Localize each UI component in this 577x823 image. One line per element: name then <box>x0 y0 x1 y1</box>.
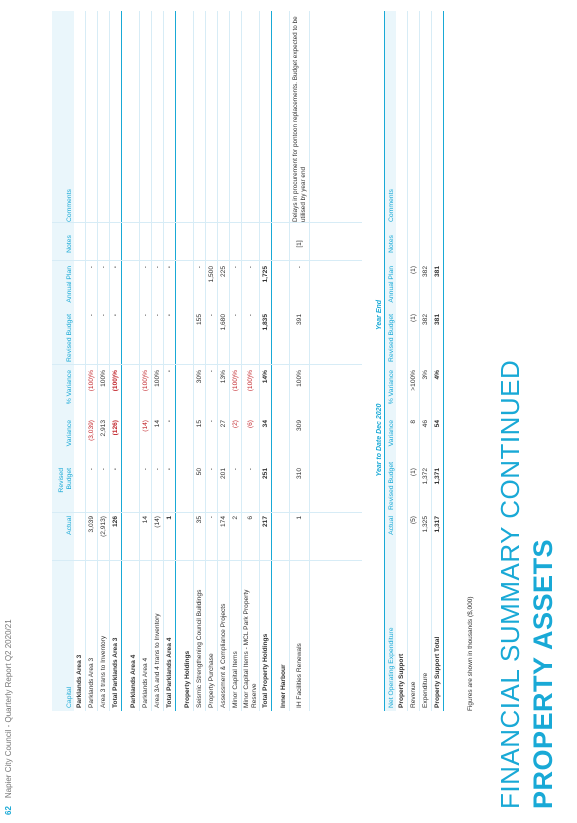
page-title: PROPERTY ASSETS <box>528 538 558 809</box>
cell-ye-revised-budget: 381 <box>432 311 444 367</box>
cell-annual-plan: - <box>230 263 242 311</box>
capital-table <box>52 11 310 711</box>
table-row <box>420 11 432 711</box>
cell-annual-plan: - <box>140 263 152 311</box>
column-divider <box>52 512 362 513</box>
total-row <box>260 11 272 711</box>
cell-variance: - <box>206 417 218 465</box>
section-row <box>128 11 140 711</box>
table-row <box>290 11 310 711</box>
cell-revised-budget: - <box>152 465 164 513</box>
cell-revised-budget: 201 <box>218 465 230 513</box>
table-row <box>230 11 242 711</box>
row-label: Total Parklands Area 4 <box>164 561 176 711</box>
col-annual-plan: Annual Plan <box>66 266 73 303</box>
cell-annual-plan: 1,500 <box>206 263 218 311</box>
col-label: Capital <box>66 686 73 708</box>
cell-variance: (3,039) <box>86 417 98 465</box>
section-row <box>74 11 86 711</box>
row-label: Parklands Area 4 <box>140 561 152 711</box>
cell-ye-revised-budget: - <box>152 311 164 367</box>
cell-annual-plan: - <box>194 263 206 311</box>
cell-pct-variance: 13% <box>218 367 230 417</box>
table-row <box>194 11 206 711</box>
cell-revised-budget: 50 <box>194 465 206 513</box>
row-label: Seismic Strengthening Council Buildings <box>194 561 206 711</box>
row-label: Expenditure <box>420 561 432 711</box>
cell-actual: 35 <box>194 513 206 561</box>
cell-pct-variance: 4% <box>432 367 444 417</box>
table-row <box>408 11 420 711</box>
col-actual: Actual <box>388 516 395 535</box>
section-label: Parklands Area 4 <box>128 561 140 711</box>
cell-pct-variance: >100% <box>408 367 420 417</box>
col-pct-variance: % Variance <box>66 370 73 405</box>
cell-variance: (14) <box>140 417 152 465</box>
cell-ye-revised-budget: - <box>98 311 110 367</box>
table-row <box>140 11 152 711</box>
cell-pct-variance: 14% <box>260 367 272 417</box>
section-label: Parklands Area 3 <box>74 561 86 711</box>
cell-variance: - <box>164 417 176 465</box>
cell-actual: 1,317 <box>432 513 444 561</box>
column-divider <box>52 260 362 261</box>
section-label: Property Support <box>396 561 408 711</box>
cell-annual-plan: 225 <box>218 263 230 311</box>
cell-variance: (2) <box>230 417 242 465</box>
cell-variance: 309 <box>290 417 310 465</box>
total-row <box>164 11 176 711</box>
cell-variance: 46 <box>420 417 432 465</box>
cell-annual-plan: - <box>242 263 260 311</box>
cell-annual-plan: - <box>152 263 164 311</box>
footer <box>4 619 13 815</box>
cell-actual: 174 <box>218 513 230 561</box>
row-label: Total Parklands Area 3 <box>110 561 122 711</box>
row-label: Minor Capital Items <box>230 561 242 711</box>
cell-ye-revised-budget: - <box>110 311 122 367</box>
row-label: IH Facilities Renewals <box>290 561 310 711</box>
cell-actual: (14) <box>152 513 164 561</box>
cell-annual-plan: (1) <box>408 263 420 311</box>
cell-comments: Delays in procurement for pontoon replacements. Budget expected to be utilised by year end <box>290 11 310 225</box>
cell-actual: 1 <box>290 513 310 561</box>
total-row <box>110 11 122 711</box>
cell-actual: (2,913) <box>98 513 110 561</box>
cell-variance: 14 <box>152 417 164 465</box>
table-row <box>98 11 110 711</box>
col-revised-budget: Revised Budget <box>58 468 73 493</box>
cell-ye-revised-budget: - <box>206 311 218 367</box>
cell-ye-revised-budget: - <box>86 311 98 367</box>
footer-text: Napier City Council - Quarterly Report Q2 2020/21 <box>4 619 13 799</box>
cell-actual: 3,039 <box>86 513 98 561</box>
operating-table <box>375 11 444 711</box>
group-year-end: Year End <box>375 263 385 367</box>
cell-pct-variance: 100% <box>152 367 164 417</box>
cell-actual: 217 <box>260 513 272 561</box>
row-label: Minor Capital Items - MCL Park Property Reserve <box>242 561 260 711</box>
cell-annual-plan: 1,725 <box>260 263 272 311</box>
cell-ye-revised-budget: 1,835 <box>260 311 272 367</box>
cell-annual-plan: - <box>86 263 98 311</box>
cell-actual: 14 <box>140 513 152 561</box>
cell-pct-variance: 100% <box>290 367 310 417</box>
cell-variance: (126) <box>110 417 122 465</box>
col-pct-variance: % Variance <box>388 369 395 405</box>
cell-actual: 2 <box>230 513 242 561</box>
cell-ye-revised-budget: 1,680 <box>218 311 230 367</box>
row-label: Total Property Holdings <box>260 561 272 711</box>
cell-actual: (5) <box>408 513 420 561</box>
column-divider <box>52 364 362 365</box>
row-label: Area 3A and 4 trans to Inventory <box>152 561 164 711</box>
row-label: Area 3 trans to Inventory <box>98 561 110 711</box>
table-row <box>152 11 164 711</box>
cell-actual: 1,325 <box>420 513 432 561</box>
cell-revised-budget: - <box>140 465 152 513</box>
table-row <box>206 11 218 711</box>
col-ye-revised-budget: Revised Budget <box>66 314 73 362</box>
cell-annual-plan: 382 <box>420 263 432 311</box>
cell-ye-revised-budget: - <box>242 311 260 367</box>
row-label: Revenue <box>408 561 420 711</box>
col-notes: Notes <box>66 235 73 253</box>
cell-revised-budget: - <box>110 465 122 513</box>
row-label: Assessment & Compliance Projects <box>218 561 230 711</box>
cell-variance: (6) <box>242 417 260 465</box>
cell-revised-budget: 1,371 <box>432 465 444 513</box>
cell-pct-variance: 30% <box>194 367 206 417</box>
row-label: Property Purchase <box>206 561 218 711</box>
cell-pct-variance: 3% <box>420 367 432 417</box>
cell-ye-revised-budget: - <box>230 311 242 367</box>
cell-pct-variance: (100)% <box>86 367 98 417</box>
col-ye-revised-budget: Revised Budget <box>388 313 395 362</box>
col-notes: Notes <box>388 235 395 253</box>
cell-pct-variance: 100% <box>98 367 110 417</box>
operating-column-headers <box>385 11 397 711</box>
cell-revised-budget: 251 <box>260 465 272 513</box>
col-revised-budget: Revised Budget <box>388 462 395 510</box>
section-row <box>182 11 194 711</box>
cell-annual-plan: - <box>290 263 310 311</box>
cell-ye-revised-budget: 382 <box>420 311 432 367</box>
row-label: Parklands Area 3 <box>86 561 98 711</box>
cell-ye-revised-budget: - <box>140 311 152 367</box>
col-variance: Variance <box>66 420 73 447</box>
cell-variance: 34 <box>260 417 272 465</box>
cell-revised-budget: - <box>98 465 110 513</box>
figures-note: Figures are shown in thousands ($,000) <box>467 596 474 711</box>
cell-revised-budget: 1,372 <box>420 465 432 513</box>
cell-pct-variance: - <box>206 367 218 417</box>
section-label: Inner Harbour <box>278 561 290 711</box>
cell-ye-revised-budget: 155 <box>194 311 206 367</box>
col-actual: Actual <box>66 516 73 535</box>
cell-revised-budget: - <box>206 465 218 513</box>
cell-actual: 126 <box>110 513 122 561</box>
cell-variance: 27 <box>218 417 230 465</box>
cell-actual: - <box>206 513 218 561</box>
cell-pct-variance: - <box>164 367 176 417</box>
page-subtitle: FINANCIAL SUMMARY CONTINUED <box>495 359 525 809</box>
cell-ye-revised-budget: 391 <box>290 311 310 367</box>
section-label: Property Holdings <box>182 561 194 711</box>
cell-annual-plan: - <box>98 263 110 311</box>
cell-variance: 2,913 <box>98 417 110 465</box>
cell-actual: 1 <box>164 513 176 561</box>
cell-revised-budget: 310 <box>290 465 310 513</box>
col-label: Net Operating Expenditure <box>388 627 395 708</box>
page-number: 62 <box>4 806 13 815</box>
cell-revised-budget: - <box>86 465 98 513</box>
cell-revised-budget: (1) <box>408 465 420 513</box>
col-comments: Comments <box>388 189 395 222</box>
cell-pct-variance: (100)% <box>140 367 152 417</box>
table-row <box>218 11 230 711</box>
column-divider <box>52 560 362 561</box>
cell-pct-variance: (100)% <box>110 367 122 417</box>
capital-column-headers <box>52 11 74 711</box>
total-row <box>432 11 444 711</box>
operating-group-header <box>375 11 385 711</box>
cell-pct-variance: (100)% <box>242 367 260 417</box>
cell-ye-revised-budget: - <box>164 311 176 367</box>
cell-variance: 15 <box>194 417 206 465</box>
column-divider <box>52 222 362 223</box>
table-row <box>242 11 260 711</box>
cell-revised-budget: - <box>164 465 176 513</box>
group-ytd: Year to Date Dec 2020 <box>375 367 385 513</box>
cell-ye-revised-budget: (1) <box>408 311 420 367</box>
cell-annual-plan: - <box>164 263 176 311</box>
col-comments: Comments <box>66 189 73 222</box>
cell-variance: 54 <box>432 417 444 465</box>
section-row <box>396 11 408 711</box>
cell-variance: 8 <box>408 417 420 465</box>
cell-notes: [1] <box>290 225 310 263</box>
cell-annual-plan: - <box>110 263 122 311</box>
cell-actual: 6 <box>242 513 260 561</box>
cell-revised-budget: - <box>242 465 260 513</box>
row-label: Property Support Total <box>432 561 444 711</box>
col-variance: Variance <box>388 420 395 447</box>
cell-annual-plan: 381 <box>432 263 444 311</box>
section-row <box>278 11 290 711</box>
table-row <box>86 11 98 711</box>
col-annual-plan: Annual Plan <box>388 265 395 303</box>
cell-revised-budget: - <box>230 465 242 513</box>
cell-pct-variance: (100)% <box>230 367 242 417</box>
